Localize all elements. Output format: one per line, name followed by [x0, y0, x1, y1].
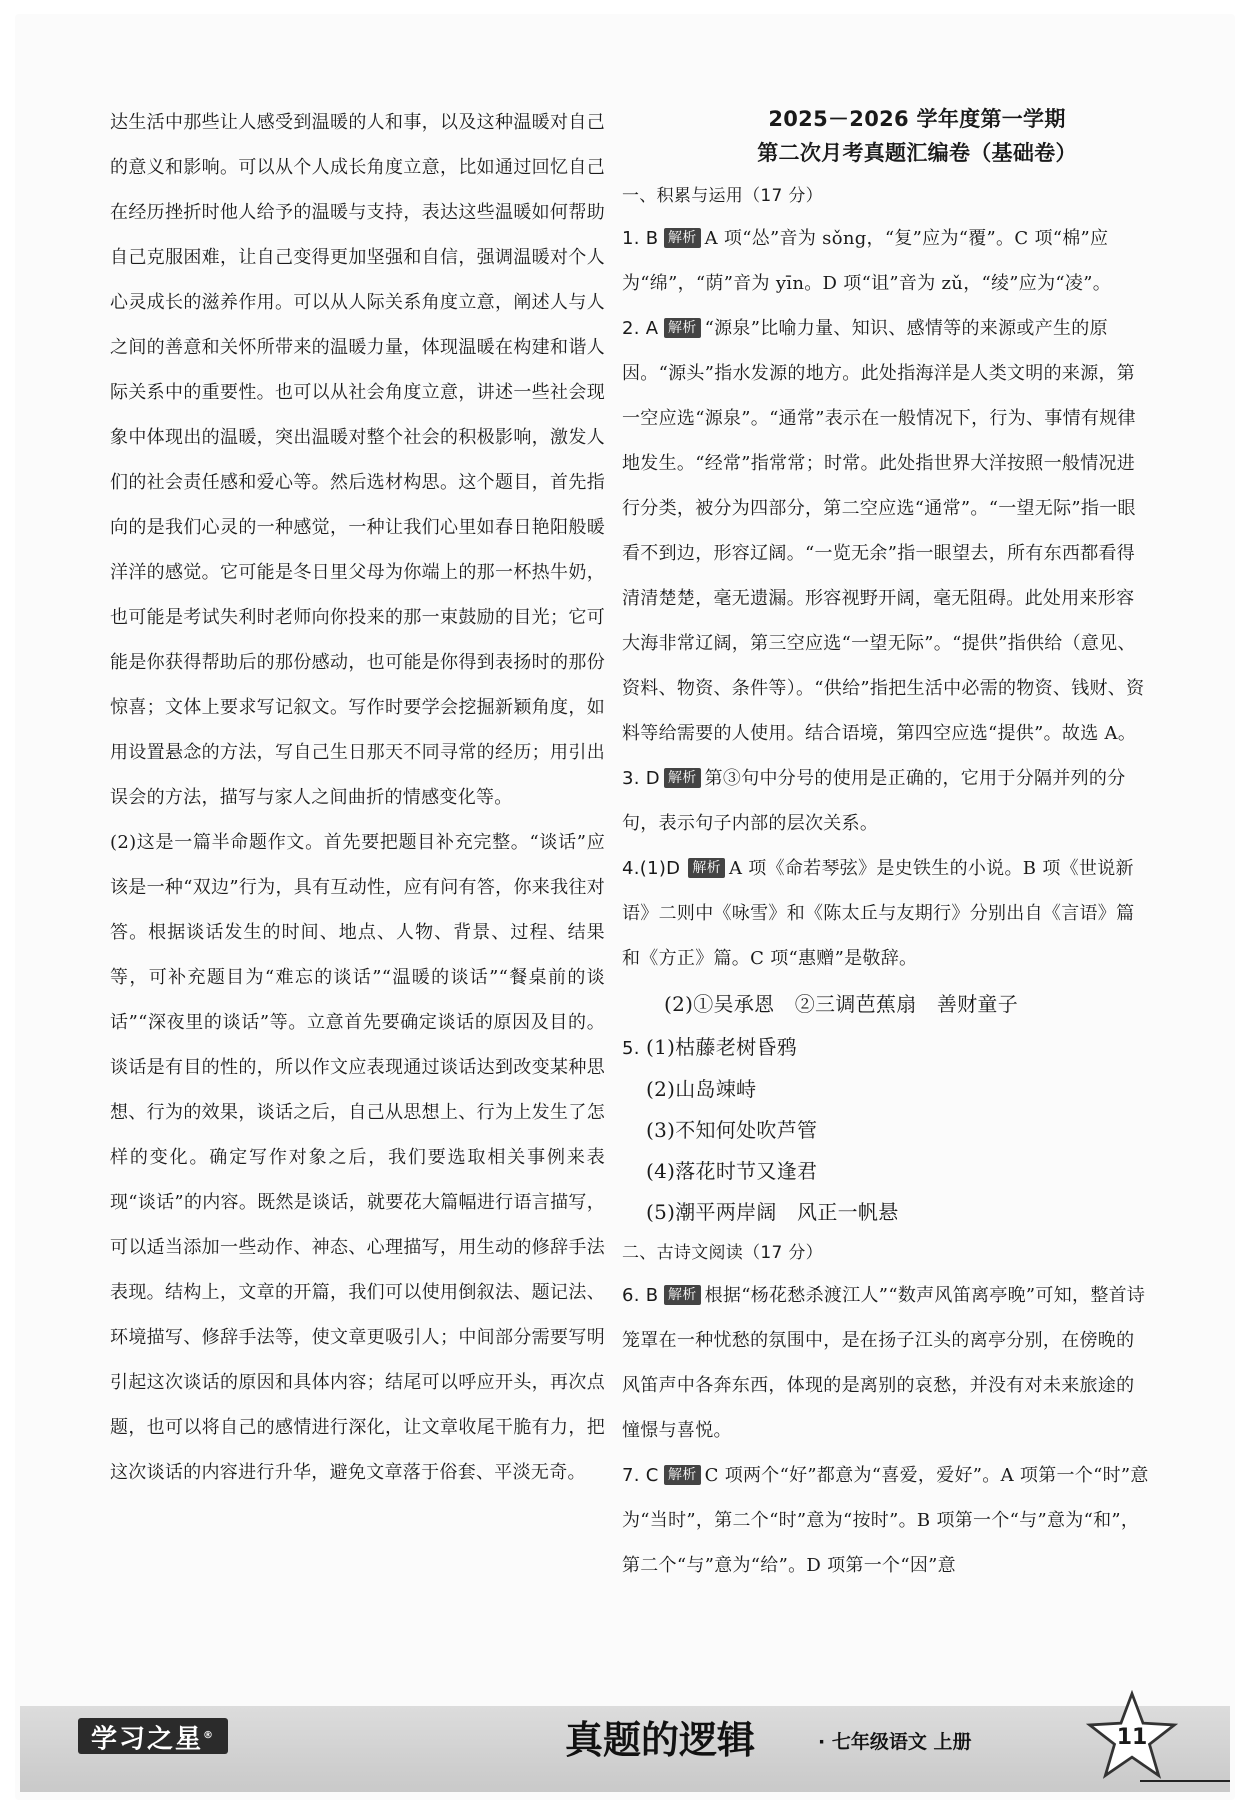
- analysis-badge: 解析: [664, 1465, 701, 1485]
- question-number: 3. D: [622, 768, 660, 789]
- question-5-item: (1)枯藤老树昏鸦: [646, 1035, 798, 1059]
- exam-title-line-2: 第二次月考真题汇编卷（基础卷）: [757, 141, 1077, 165]
- question-answer-text: C 项两个“好”都意为“喜爱，爱好”。A 项第一个“时”意为“当时”，第二个“时”意为“按时”。B 项第一个“与”意为“和”，第二个“与”意为“给”。D 项第一个“因”意: [622, 1465, 1149, 1576]
- question-1: [622, 216, 1152, 306]
- question-answer-text: 第③句中分号的使用是正确的，它用于分隔并列的分句，表示句子内部的层次关系。: [622, 768, 1126, 834]
- exam-title: [682, 102, 1152, 170]
- essay-guidance-paragraph-1: 达生活中那些让人感受到温暖的人和事，以及这种温暖对自己的意义和影响。可以从个人成长角度立意，比如通过回忆自己在经历挫折时他人给予的温暖与支持，表达这些温暖如何帮助自己克服困难，让自己变得更加坚强和自信，强调温暖对个人心灵成长的滋养作用。可以从人际关系角度立意，阐述人与人之间的善意和关怀所带来的温暖力量，体现温暖在构建和谐人际关系中的重要性。也可以从社会角度立意，讲述一些社会现象中体现出的温暖，突出温暖对整个社会的积极影响，激发人们的社会责任感和爱心等。然后选材构思。这个题目，首先指向的是我们心灵的一种感觉，一种让我们心里如春日艳阳般暖洋洋的感觉。它可能是冬日里父母为你端上的那一杯热牛奶，也可能是考试失利时老师向你投来的那一束鼓励的目光；它可能是你获得帮助后的那份感动，也可能是你得到表扬时的那份惊喜；文体上要求写记叙文。写作时要学会挖掘新颖角度，如用设置悬念的方法，写自己生日那天不同寻常的经历；用引出误会的方法，描写与家人之间曲折的情感变化等。: [110, 112, 605, 808]
- question-5-item: (5)潮平两岸阔 风正一帆悬: [646, 1200, 899, 1224]
- analysis-badge: 解析: [664, 768, 701, 788]
- question-answer-text: A 项“怂”音为 sǒng，“复”应为“覆”。C 项“棉”应为“绵”，“荫”音为 yīn。D 项“诅”音为 zǔ，“绫”应为“凌”。: [622, 228, 1112, 294]
- analysis-badge: 解析: [664, 228, 701, 248]
- question-number: 5.: [622, 1038, 640, 1059]
- question-number: 7. C: [622, 1465, 659, 1486]
- page-number: 11: [1116, 1725, 1148, 1750]
- question-5-item: (4)落花时节又逢君: [646, 1159, 818, 1183]
- essay-guidance-paragraph-2: (2)这是一篇半命题作文。首先要把题目补充完整。“谈话”应该是一种“双边”行为，具有互动性，应有问有答，你来我往对答。根据谈话发生的时间、地点、人物、背景、过程、结果等，可补充题目为“难忘的谈话”“温暖的谈话”“餐桌前的谈话”“深夜里的谈话”等。立意首先要确定谈话的原因及目的。谈话是有目的性的，所以作文应表现通过谈话达到改变某种思想、行为的效果，谈话之后，自己从思想上、行为上发生了怎样的变化。确定写作对象之后，我们要选取相关事例来表现“谈话”的内容。既然是谈话，就要花大篇幅进行语言描写，可以适当添加一些动作、神态、心理描写，用生动的修辞手法表现。结构上，文章的开篇，我们可以使用倒叙法、题记法、环境描写、修辞手法等，使文章更吸引人；中间部分需要写明引起这次谈话的原因和具体内容；结尾可以呼应开头，再次点题，也可以将自己的感情进行深化，让文章收尾干脆有力，把这次谈话的内容进行升华，避免文章落于俗套、平淡无奇。: [110, 832, 605, 1483]
- question-6: [622, 1273, 1152, 1453]
- book-subtitle: · 七年级语文 上册: [818, 1731, 972, 1753]
- question-answer-text: A 项《命若琴弦》是史铁生的小说。B 项《世说新语》二则中《咏雪》和《陈太丘与友期行》分别出自《言语》篇和《方正》篇。C 项“惠赠”是敬辞。: [622, 858, 1135, 969]
- brand-logo-text: 学习之星: [90, 1724, 203, 1755]
- question-7: [622, 1453, 1152, 1588]
- right-column: [622, 100, 1152, 1588]
- question-number: 4.(1)D: [622, 858, 681, 879]
- question-5: [622, 1027, 1152, 1069]
- question-number: 2. A: [622, 318, 659, 339]
- exam-title-line-1: 2025－2026 学年度第一学期: [768, 107, 1066, 131]
- footer-rule: [1140, 1780, 1230, 1782]
- analysis-badge: 解析: [664, 1285, 701, 1305]
- question-number: 1. B: [622, 228, 659, 249]
- question-4-part-2: (2)①吴承恩 ②三调芭蕉扇 善财童子: [664, 992, 1019, 1016]
- question-5-item: (3)不知何处吹芦管: [646, 1118, 818, 1142]
- left-column: [110, 100, 605, 1495]
- question-2: [622, 306, 1152, 756]
- question-3: [622, 756, 1152, 846]
- brand-logo: 学习之星®: [78, 1718, 228, 1754]
- analysis-badge: 解析: [688, 858, 725, 878]
- book-title: 真题的逻辑: [565, 1718, 756, 1762]
- question-4: [622, 846, 1152, 981]
- analysis-badge: 解析: [664, 318, 701, 338]
- section-heading-1: 一、积累与运用（17 分）: [622, 186, 823, 206]
- question-answer-text: “源泉”比喻力量、知识、感情等的来源或产生的原因。“源头”指水发源的地方。此处指海洋是人类文明的来源，第一空应选“源泉”。“通常”表示在一般情况下，行为、事情有规律地发生。“经常”指常常；时常。此处指世界大洋按照一般情况进行分类，被分为四部分，第二空应选“通常”。“一望无际”指一眼看不到边，形容辽阔。“一览无余”指一眼望去，所有东西都看得清清楚楚，毫无遗漏。形容视野开阔，毫无阻碍。此处用来形容大海非常辽阔，第三空应选“一望无际”。“提供”指供给（意见、资料、物资、条件等）。“供给”指把生活中必需的物资、钱财、资料等给需要的人使用。结合语境，第四空应选“提供”。故选 A。: [622, 318, 1145, 744]
- question-number: 6. B: [622, 1285, 659, 1306]
- section-heading-2: 二、古诗文阅读（17 分）: [622, 1243, 823, 1263]
- question-5-item: (2)山岛竦峙: [646, 1077, 757, 1101]
- page-footer: [20, 1706, 1230, 1792]
- question-answer-text: 根据“杨花愁杀渡江人”“数声风笛离亭晚”可知，整首诗笼罩在一种忧愁的氛围中，是在扬子江头的离亭分别，在傍晚的风笛声中各奔东西，体现的是离别的哀愁，并没有对未来旅途的憧憬与喜悦。: [622, 1285, 1146, 1441]
